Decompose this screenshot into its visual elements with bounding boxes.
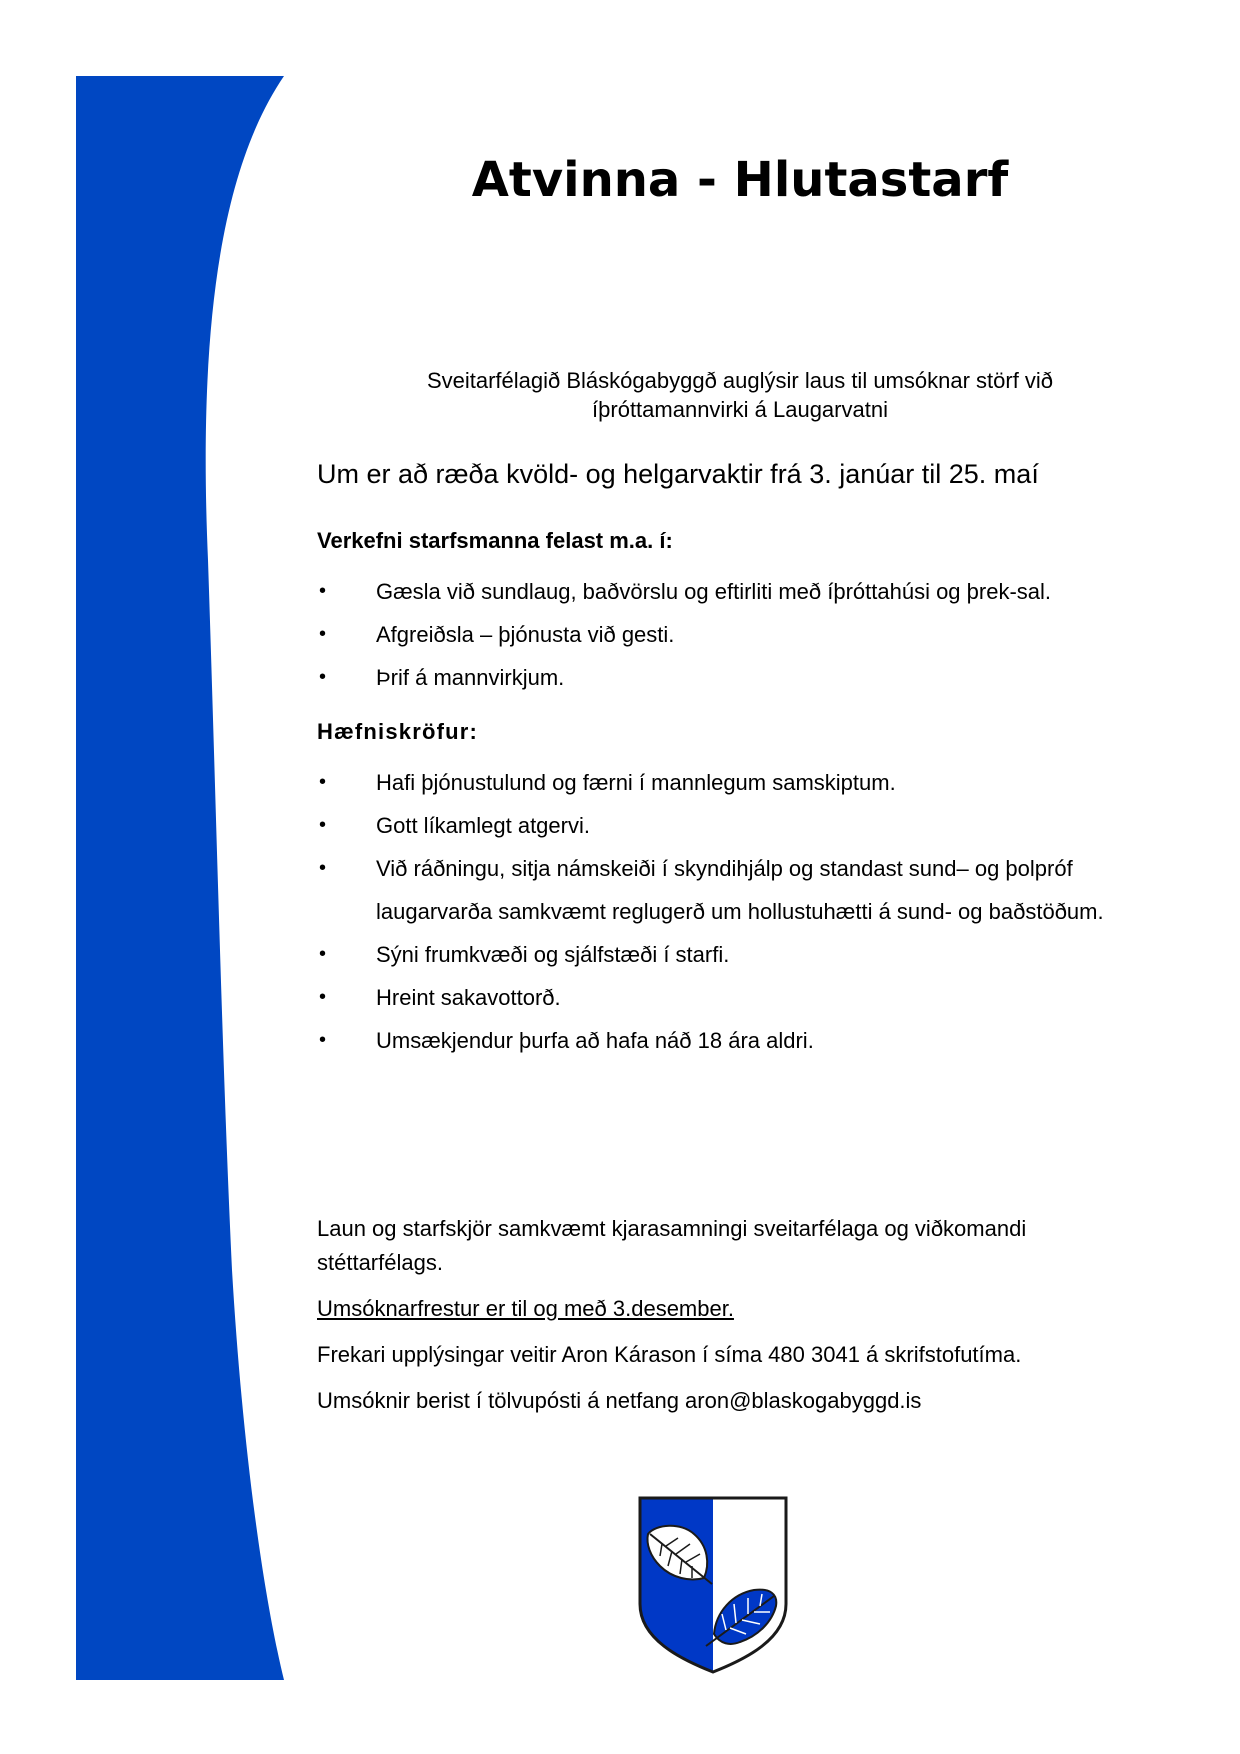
intro-line-2: íþróttamannvirki á Laugarvatni (592, 397, 888, 422)
bullet-icon: • (319, 857, 327, 879)
list-item (317, 976, 1127, 1019)
task-item-text: Gæsla við sundlaug, baðvörslu og eftirliti með íþróttahúsi og þrek-sal. (376, 579, 1052, 604)
job-details (317, 526, 1127, 1062)
list-item (317, 656, 1127, 699)
blue-band-shape (76, 76, 284, 1680)
bullet-icon: • (319, 771, 327, 793)
bullet-icon: • (319, 814, 327, 836)
bullet-icon: • (319, 1029, 327, 1051)
requirement-item-text: Hafi þjónustulund og færni í mannlegum samskiptum. (376, 770, 896, 795)
requirement-item-text: Umsækjendur þurfa að hafa náð 18 ára aldri. (376, 1028, 814, 1053)
task-item-text: Afgreiðsla – þjónusta við gesti. (376, 622, 675, 647)
contact-info: Frekari upplýsingar veitir Aron Kárason í síma 480 3041 á skrifstofutíma. (317, 1342, 1022, 1367)
shift-period-subheading: Um er að ræða kvöld- og helgarvaktir frá 3. janúar til 25. maí (317, 459, 1039, 489)
tasks-heading: Verkefni starfsmanna felast m.a. í: (317, 528, 673, 553)
bullet-icon: • (319, 666, 327, 688)
bullet-icon: • (319, 580, 327, 602)
list-item (317, 847, 1127, 933)
tasks-list (317, 570, 1127, 699)
bullet-icon: • (319, 943, 327, 965)
intro-line-1: Sveitarfélagið Bláskógabyggð auglýsir laus til umsóknar störf við (426, 368, 1054, 393)
apply-by-email: Umsóknir berist í tölvupósti á netfang aron@blaskogabyggd.is (317, 1388, 922, 1413)
list-item (317, 1019, 1127, 1062)
application-deadline: Umsóknarfrestur er til og með 3.desember. (317, 1296, 734, 1321)
list-item (317, 804, 1127, 847)
requirements-list (317, 761, 1127, 1062)
requirement-item-text: Hreint sakavottorð. (376, 985, 561, 1010)
list-item (317, 761, 1127, 804)
intro-text (340, 366, 1140, 424)
bullet-icon: • (319, 986, 327, 1008)
requirement-item-text: Sýni frumkvæði og sjálfstæði í starfi. (376, 942, 730, 967)
requirement-item-text: Gott líkamlegt atgervi. (376, 813, 590, 838)
list-item (317, 613, 1127, 656)
coat-of-arms-shield-icon (636, 1494, 790, 1676)
bullet-icon: • (319, 623, 327, 645)
task-item-text: Þrif á mannvirkjum. (376, 665, 565, 690)
salary-terms: Laun og starfskjör samkvæmt kjarasamningi sveitarfélaga og viðkomandi stéttarfélags. (317, 1216, 1027, 1275)
requirements-heading: Hæfniskröfur: (317, 719, 479, 744)
list-item (317, 570, 1127, 613)
page-title: Atvinna - Hlutastarf (471, 152, 1009, 208)
application-info (317, 1212, 1127, 1430)
list-item (317, 933, 1127, 976)
requirement-item-text: Við ráðningu, sitja námskeiði í skyndihjálp og standast sund– og þolpróf laugarvarða samkvæmt reglugerð um hollustuhætti á sund- og baðstöðum. (376, 856, 1104, 924)
